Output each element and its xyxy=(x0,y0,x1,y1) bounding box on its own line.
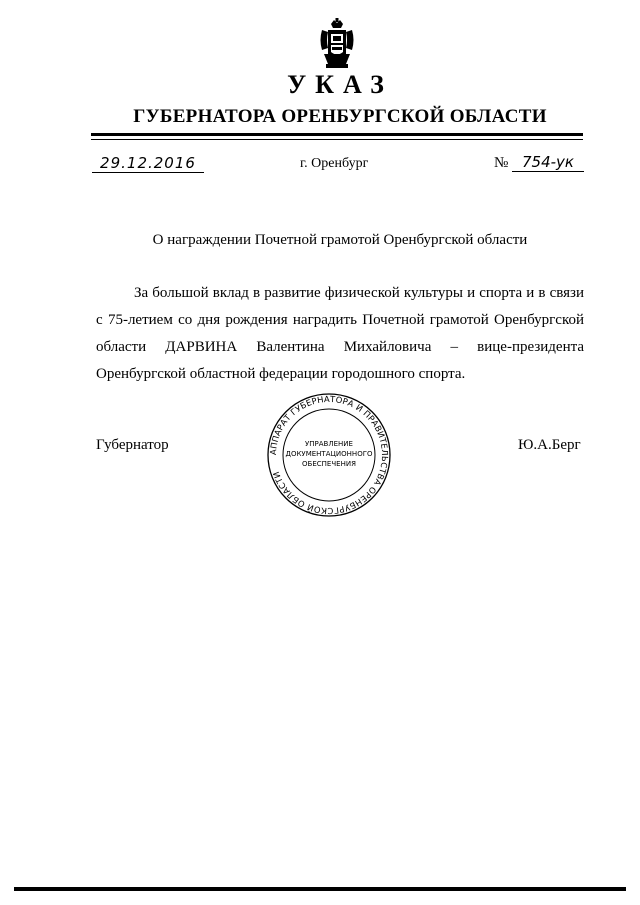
header-rule-thin xyxy=(91,139,583,140)
number-label: № xyxy=(494,155,509,171)
document-heading: О награждении Почетной грамотой Оренбургской области xyxy=(152,232,528,248)
document-date: 29.12.2016 xyxy=(92,154,204,173)
document-city: г. Оренбург xyxy=(300,156,369,171)
document-title: УКАЗ xyxy=(287,70,393,99)
document-number: 754-ук xyxy=(512,153,584,172)
page-bottom-edge xyxy=(14,887,626,891)
signatory-position: Губернатор xyxy=(96,437,169,453)
coat-of-arms-icon xyxy=(316,18,358,70)
official-stamp xyxy=(266,392,392,518)
stamp-line-2: ДОКУМЕНТАЦИОННОГО xyxy=(285,450,373,458)
stamp-line-1: УПРАВЛЕНИЕ xyxy=(305,440,353,448)
document-body: За большой вклад в развитие физической культуры и спорта и в связи с 75-летием со дня рождения наградить Почетной грамотой Оренбургской области ДАРВИНА Валентина Михайловича – вице-президента Оренбургской областной федерации городошного спорта. xyxy=(96,285,584,382)
stamp-ring-text: АППАРАТ ГУБЕРНАТОРА И ПРАВИТЕЛЬСТВА ОРЕНБУРГСКОЙ ОБЛАСТИ xyxy=(267,393,391,517)
signatory-name: Ю.А.Берг xyxy=(518,437,581,453)
header-rule-thick xyxy=(91,133,583,136)
issuer-subtitle: ГУБЕРНАТОРА ОРЕНБУРГСКОЙ ОБЛАСТИ xyxy=(133,106,547,127)
stamp-line-3: ОБЕСПЕЧЕНИЯ xyxy=(302,460,356,468)
